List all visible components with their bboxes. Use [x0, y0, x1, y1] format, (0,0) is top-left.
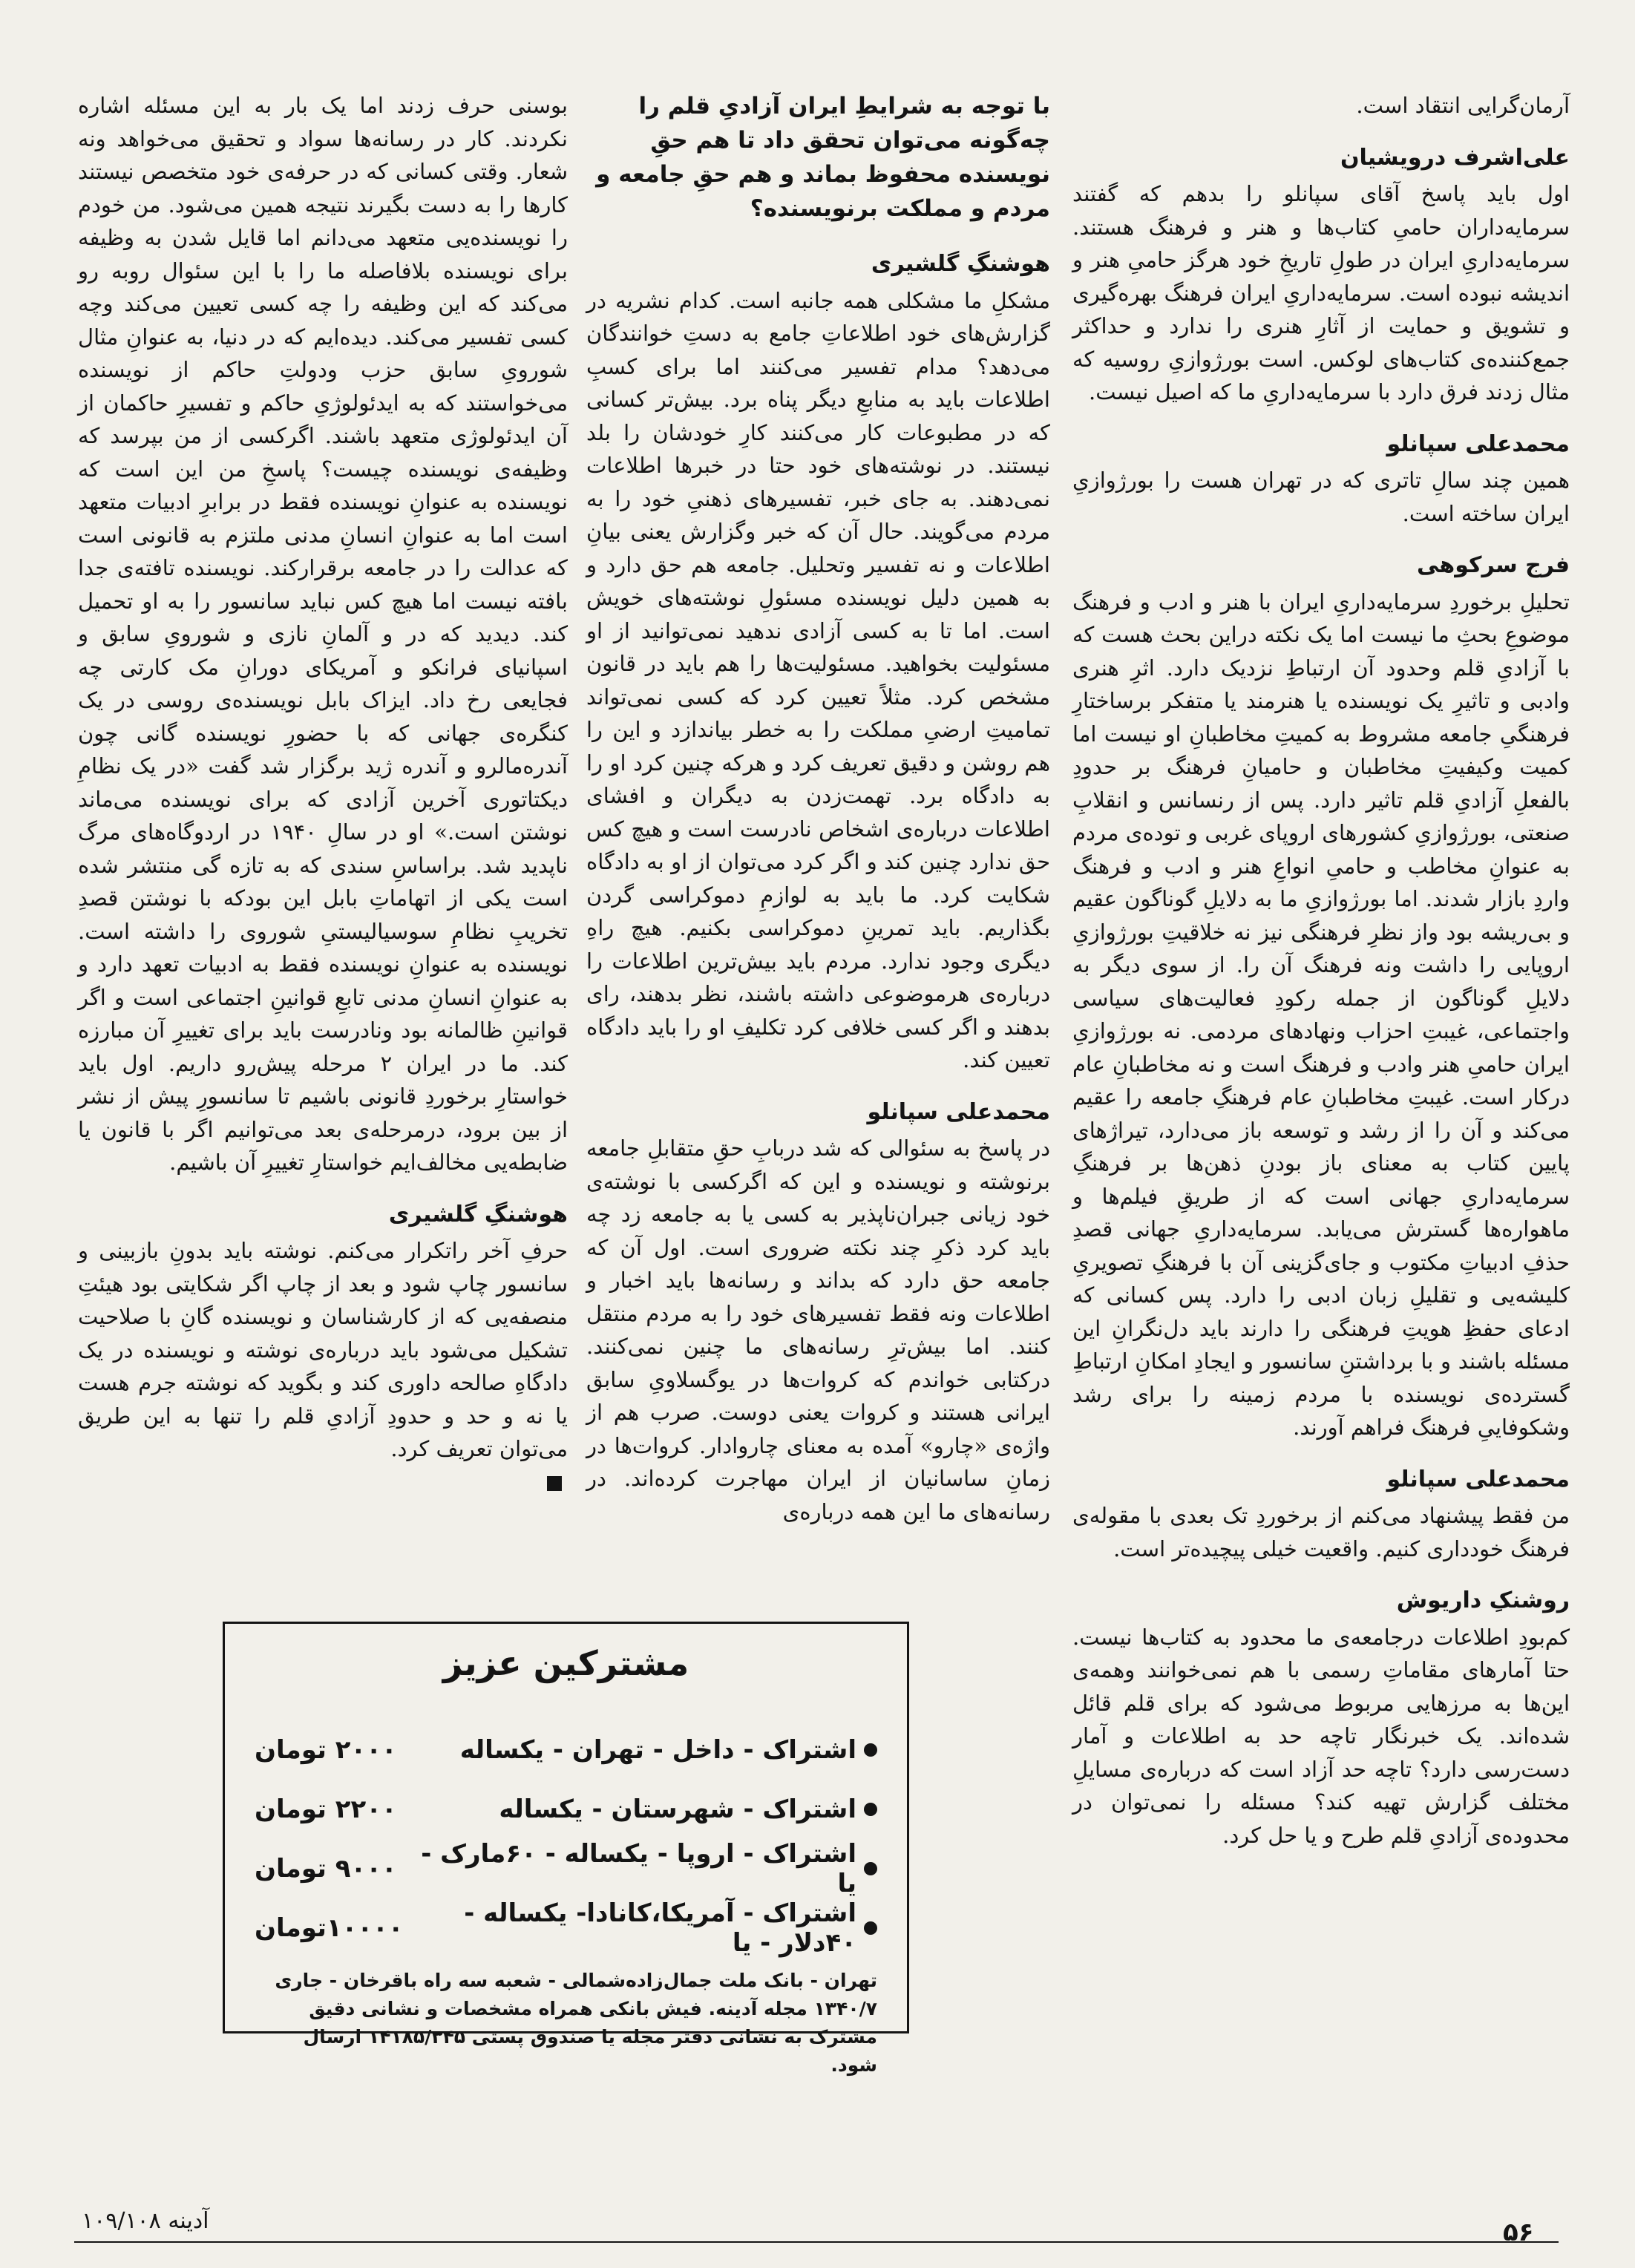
speaker-name: هوشنگِ گلشیری	[388, 1201, 568, 1228]
paragraph: مشکلِ ما مشکلی همه جانبه است. کدام نشریه در گزارش‌های خود اطلاعاتِ جامع به دستِ خوانندگان می‌دهد؟ مدام تفسیر می‌کنند اما برای کسبِ اطلاعات باید به منابعِ دیگر پناه برد. بیش‌تر کسانی که در مطبوعات کار می‌کنند کارِ خودشان را بلد نیستند. در نوشته‌های خود حتا در خبرها اطلاعات نمی‌دهند. به جای خبر، تفسیرهای ذهنیِ خود را به مردم می‌گویند. حال آن که خبر وگزارش یعنی بیانِ اطلاعات و نه تفسیر وتحلیل. جامعه هم حق دارد و به همین دلیل نویسنده مسئولِ نوشته‌های خویش است. اما تا به کسی آزادی ندهید نمی‌توانید از او مسئولیت بخواهید. مسئولیت‌ها را هم باید در قانون مشخص کرد. مثلاً تعیین کرد که کسی نمی‌تواند تمامیتِ ارضیِ مملکت را به خطر بیاندازد و این را هم روشن و دقیق تعریف کرد و هرکه چنین کرد او را به دادگاه برد. تهمت‌زدن به دیگران و افشای اطلاعات درباره‌ی اشخاص نادرست است و هیچ کس حق ندارد چنین کند و اگر کرد می‌توان از او به دادگاه شکایت کرد. ما باید به لوازمِ دموکراسی گردن بگذاریم. باید تمرینِ دموکراسی بکنیم. هیچ راهِ دیگری وجود ندارد. مردم باید بیش‌ترین اطلاعات را درباره‌ی هرموضوعی داشته باشند، نظر بدهند، رای بدهند و اگر کسی خلافی کرد تکلیفِ او را باید دادگاه تعیین کند.	[586, 287, 1050, 1072]
bullet-icon	[864, 1743, 877, 1757]
speaker-name: علی‌اشرف درویشیان	[1340, 144, 1570, 171]
paragraph: همین چند سالِ تاتری که در تهران هست را بورژوازیِ ایران ساخته است.	[1072, 468, 1570, 526]
bullet-icon	[864, 1803, 877, 1816]
paragraph: در پاسخ به سئوالی که شد دربابِ حقِ متقابلِ جامعه برنوشته و نویسنده و این که اگرکسی با نوشته‌ی خود زیانی جبران‌ناپذیر به کسی یا به جامعه زد چه باید کرد ذکرِ چند نکته ضروری است. اول آن که جامعه حق دارد که بداند و رسانه‌ها باید اخبار و اطلاعات ونه فقط تفسیرهای خود را به مردم منتقل کنند. اما بیش‌ترِ رسانه‌های ما چنین نمی‌کنند. درکتابی خواندم که کروات‌ها در یوگسلاویِ سابق ایرانی هستند و کروات یعنی دوست. صرب هم از واژه‌ی «چارو» آمده به معنای چاروادار. کروات‌ها در زمانِ ساسانیان از ایران مهاجرت کرده‌اند. در رسانه‌های ما این همه درباره‌ی	[586, 1135, 1050, 1524]
subscription-row	[255, 1898, 877, 1958]
paragraph: حرفِ آخر راتکرار می‌کنم. نوشته باید بدونِ بازبینی و سانسور چاپ شود و بعد از چاپ اگر شکایتی بود هیئتِ منصفه‌یی که از کارشناسان و نویسنده گانِ با صلاحیت تشکیل می‌شود باید درباره‌ی نوشته و نویسنده در یک دادگاهِ صالحه داوری کند و بگوید که نوشته جرم هست یا نه و حد و حدودِ آزادیِ قلم را تنها به این طریق می‌توان تعریف کرد.	[78, 1238, 568, 1461]
bullet-icon	[864, 1921, 877, 1935]
paragraph: من فقط پیشنهاد می‌کنم از برخوردِ تک بعدی با مقوله‌ی فرهنگ خودداری کنیم. واقعیت خیلی پیچیده‌تر است.	[1072, 1503, 1570, 1561]
footer-divider	[74, 2241, 1559, 2243]
subscription-price: ۲۲۰۰ تومان	[255, 1795, 397, 1824]
paragraph: تحلیلِ برخوردِ سرمایه‌داریِ ایران با هنر و ادب و فرهنگ موضوعِ بحثِ ما نیست اما یک نکته دراین بحث هست که با آزادیِ قلم وحدود آن ارتباطِ نزدیک دارد. اثرِ هنری وادبی و تاثیرِ یک نویسنده یا هنرمند یا متفکر برساختارِ فرهنگیِ جامعه مشروط به کمیتِ مخاطبانِ او نیست اما کمیت وکیفیتِ مخاطبان و حامیانِ فرهنگ بر حدودِ بالفعلِ آزادیِ قلم تاثیر دارد. پس از رنسانس و انقلابِ صنعتی، بورژوازیِ کشورهای اروپای غربی و توده‌ی مردم به عنوانِ مخاطب و حامیِ انواعِ هنر و ادب و فرهنگ واردِ بازار شدند. اما بورژوازیِ ما به دلایلِ گوناگون عقیم و بی‌ریشه بود واز نظرِ فرهنگی نیز نه خلاقیتِ بورژوازیِ اروپایی را داشت ونه فرهنگ آن را. از سوی دیگر به دلایلِ گوناگون از جمله رکودِ فعالیت‌های سیاسی واجتماعی، غیبتِ احزاب ونهادهای مردمی. نه بورژوازیِ ایران حامیِ هنر وادب و فرهنگ است و نه مخاطبانِ عام درکار است. غیبتِ مخاطبانِ عام فرهنگِ جامعه را عقیم می‌کند و آن را از رشد و توسعه باز می‌دارد، تیراژهای پایین کتاب به معنای باز بودنِ ذهن‌ها بر فرهنگِ سرمایه‌داریِ جهانی است که از طریقِ فیلم‌ها و ماهواره‌ها گسترش می‌یابد. سرمایه‌داریِ جهانی قصدِ حذفِ ادبیاتِ مکتوب و جای‌گزینی آن با فرهنگِ تصویریِ کلیشه‌یی و تقلیلِ زبان ادبی را دارد. پس کسانی که ادعای حفظِ هویتِ فرهنگی را دارند باید دل‌نگرانِ این مسئله باشند و با برداشتنِ سانسور و ایجادِ امکانِ ارتباطِ گسترده‌ی نویسنده با مردم زمینه را برای رشد وشکوفاییِ فرهنگ فراهم آورند.	[1072, 589, 1570, 1440]
subscription-box	[223, 1622, 909, 2076]
speaker-name: روشنکِ داریوش	[1396, 1587, 1570, 1613]
subscription-label: اشتراک - داخل - تهران - یکساله	[459, 1735, 856, 1765]
paragraph: اول باید پاسخ آقای سپانلو را بدهم که گفتند سرمایه‌داران حامیِ کتاب‌ها و هنر و فرهنگ هستند. سرمایه‌داریِ ایران در طولِ تاریخِ خود هرگز حامیِ هنر و اندیشه نبوده است. سرمایه‌داریِ ایران فرهنگ بهره‌گیری و تشویق و حمایت از آثارِ هنری را ندارد و حداکثر جمع‌کننده‌ی کتاب‌های لوکس. است بورژوازیِ روسیه که مثال زدند فرق دارد با سرمایه‌داریِ ما که اصیل نیست.	[1072, 181, 1570, 404]
speaker-name: محمدعلی سپانلو	[1386, 430, 1570, 457]
speaker-name: محمدعلی سپانلو	[1386, 1466, 1570, 1492]
speaker-name: فرج سرکوهی	[1417, 552, 1570, 578]
subscription-label: اشتراک - اروپا - یکساله - ۶۰مارک - یا	[421, 1839, 856, 1898]
discussion-question: با توجه به شرایطِ ایران آزادیِ قلم را چه‌گونه می‌توان تحقق داد تا هم حقِ نویسنده محفوظ بماند و هم حقِ جامعه و مردم و مملکت برنویسنده؟	[596, 93, 1050, 222]
subscription-row	[255, 1720, 877, 1780]
paragraph: آرمان‌گرایی انتقاد است.	[1356, 93, 1570, 118]
issue-label: آدینه ۱۰۹/۱۰۸	[82, 2208, 209, 2234]
speaker-name: هوشنگِ گلشیری	[871, 251, 1050, 277]
subscription-row	[255, 1839, 877, 1898]
subscription-label: اشتراک - شهرستان - یکساله	[499, 1795, 856, 1824]
subscription-row	[255, 1780, 877, 1839]
subscription-list	[255, 1720, 877, 1958]
subscription-price: ۹۰۰۰ تومان	[255, 1854, 397, 1884]
paragraph: بوسنی حرف زدند اما یک بار به این مسئله اشاره نکردند. کار در رسانه‌ها سواد و تحقیق می‌خواهد ونه شعار. وقتی کسانی که در حرفه‌ی خود متخصص نیستند کارها را به دست بگیرند نتیجه همین می‌شود. من خودم را نویسنده‌یی متعهد می‌دانم اما قایل شدن به وظیفه برای نویسنده بلافاصله ما را با این سئوال روبه رو می‌کند که این وظیفه را چه کسی تعیین می‌کند وچه کسی تفسیر می‌کند. دیده‌ایم که در دنیا، به عنوانِ مثال شورویِ سابق حزب ودولتِ حاکم از نویسنده می‌خواستند که به ایدئولوژیِ حاکم و تفسیرِ حاکمان از آن ایدئولوژی متعهد باشند. اگرکسی از من بپرسد که وظیفه‌ی نویسنده چیست؟ پاسخِ من این است که نویسنده به عنوانِ نویسنده فقط در برابرِ ادبیات متعهد است اما به عنوانِ انسانِ مدنی ملتزم به قانونی است که عدالت را در جامعه برقرارکند. نویسنده تافته‌ی جدا بافته نیست اما هیچ کس نباید سانسور را به او تحمیل کند. دیدید که در و آلمانِ نازی و شورویِ سابق و اسپانیای فرانکو و آمریکای دورانِ مک کارتی چه فجایعی رخ داد. ایزاک بابل نویسنده‌ی روسی در یک کنگره‌ی جهانی که با حضورِ نویسنده گانی چون آندره‌مالرو و آندره ژید برگزار شد گفت «در یک نظامِ دیکتاتوری آخرین آزادی که برای نویسنده می‌ماند نوشتن است.» او در سالِ ۱۹۴۰ در اردوگاه‌های مرگ ناپدید شد. براساسِ سندی که به تازه گی منتشر شده است یکی از اتهاماتِ بابل این بودکه با نوشتن قصدِ تخریبِ نظامِ سوسیالیستیِ شوروی را داشته است. نویسنده به عنوانِ نویسنده فقط به ادبیات تعهد دارد و به عنوانِ انسانِ مدنی تابعِ قوانینِ اجتماعی است و اگر قوانینِ ظالمانه بود ونادرست باید برای تغییرِ آن مبارزه کند. ما در ایران ۲ مرحله پیش‌رو داریم. اول باید خواستارِ برخوردِ قانونی باشیم تا سانسورِ پیش از نشر از بین برود، درمرحله‌ی بعد می‌توانیم اگر با قانون یا ضابطه‌یی مخالف‌ایم خواستارِ تغییرِ آن باشیم.	[78, 93, 568, 1175]
page-number: ۵۶	[1503, 2218, 1534, 2247]
subscription-price: ۲۰۰۰ تومان	[255, 1735, 397, 1765]
left-column	[78, 89, 568, 1498]
bullet-icon	[864, 1862, 877, 1875]
subscription-note: تهران - بانک ملت جمال‌زاده‌شمالی - شعبه سه راه باقرخان - جاری ۱۳۴۰/۷ مجله آدینه. فیش بانکی همراه مشخصات و نشانی دقیق مشترک به نشانی دفتر مجله یا صندوق پستی ۱۴۱۸۵/۳۴۵ ارسال شود.	[275, 1970, 877, 2076]
speaker-name: محمدعلی سپانلو	[867, 1098, 1050, 1125]
right-column	[1072, 89, 1570, 1852]
subscription-price: ۱۰۰۰۰تومان	[255, 1913, 404, 1943]
subscription-title: مشترکین عزیز	[442, 1643, 689, 1683]
paragraph: کم‌بودِ اطلاعات درجامعه‌ی ما محدود به کتاب‌ها نیست. حتا آمارهای مقاماتِ رسمی با هم نمی‌خوانند وهمه‌ی این‌ها به مرزهایی مربوط می‌شود که برای قلم قائل شده‌اند. یک خبرنگار تاچه حد به اطلاعات و آمار دست‌رسی دارد؟ تاچه حد آزاد است که درباره‌ی مسایلِ مختلف گزارش تهیه کند؟ مسئله را نمی‌توان در محدوده‌ی آزادیِ قلم طرح و یا حل کرد.	[1072, 1624, 1570, 1848]
end-mark-icon	[547, 1476, 562, 1491]
subscription-label: اشتراک - آمریکا،کانادا- یکساله - ۴۰دلار - یا	[464, 1898, 856, 1958]
middle-column	[586, 89, 1050, 1528]
